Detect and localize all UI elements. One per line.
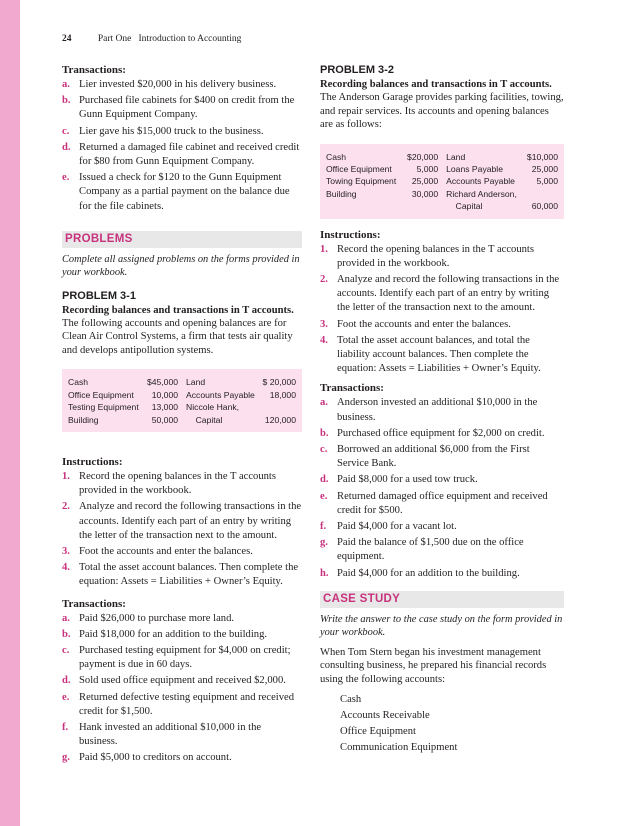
list-item: h. Paid $4,000 for an addition to the building. — [320, 567, 520, 579]
list-item: g. Paid $5,000 to creditors on account. — [62, 752, 232, 764]
list-item: c. Lier gave his $15,000 truck to the business. — [62, 125, 264, 137]
table-row: Cash $20,000 Land $10,000 — [326, 151, 558, 162]
table-row: Towing Equipment 25,000 Accounts Payable 5,000 — [326, 176, 558, 187]
instructions-list — [62, 470, 302, 590]
account-balances-box — [320, 144, 564, 219]
list-item: d. Returned a damaged file cabinet and received credit for $80 from Gunn Equipment Company. — [62, 141, 300, 168]
problem-3-1-description: The following accounts and opening balances are for Clean Air Control Systems, a firm that tests air quality and develops antipollution systems. — [62, 317, 293, 356]
table-row: Testing Equipment 13,000 Niccole Hank, — [68, 402, 240, 413]
chapter-title: Introduction to Accounting — [138, 34, 242, 44]
problem-3-2-title: PROBLEM 3-2 — [320, 64, 394, 76]
list-item: b. Paid $18,000 for an addition to the building. — [62, 628, 268, 640]
table-row: Office Equipment 10,000 Accounts Payable 18,000 — [68, 389, 296, 400]
list-item: d. Paid $8,000 for a used tow truck. — [320, 474, 478, 486]
table-row: Office Equipment 5,000 Loans Payable 25,000 — [326, 163, 558, 174]
problem-3-2-subtitle: Recording balances and transactions in T accounts. — [320, 79, 552, 90]
list-item: 1. Record the opening balances in the T accounts provided in the workbook. — [320, 243, 535, 269]
list-item: Cash — [340, 694, 362, 706]
problem-3-1-title: PROBLEM 3-1 — [62, 289, 136, 302]
list-item: 2. Analyze and record the following transactions in the accounts. Identify each part of an entry by writing the letter of the transaction next to the amount. — [62, 501, 302, 541]
problem-3-1-transactions-list — [62, 612, 302, 766]
running-header — [62, 34, 241, 44]
list-item: Accounts Receivable — [340, 710, 430, 722]
list-item: Communication Equipment — [340, 742, 458, 754]
page-edge-bar — [0, 0, 20, 826]
list-item: e. Returned damaged office equipment and received credit for $500. — [320, 490, 548, 516]
transactions-heading: Transactions: — [320, 382, 384, 395]
list-item: a. Anderson invested an additional $10,000 in the business. — [320, 397, 538, 423]
list-item: d. Sold used office equipment and received $2,000. — [62, 675, 286, 687]
list-item: 3. Foot the accounts and enter the balances. — [320, 318, 511, 330]
account-balances-box — [62, 369, 302, 432]
exercise-transactions-list — [62, 78, 302, 214]
list-item: 1. Record the opening balances in the T accounts provided in the workbook. — [62, 470, 277, 497]
list-item: 2. Analyze and record the following transactions in the accounts. Identify each part of an entry by writing the letter of the transaction next to the amount. — [320, 273, 560, 314]
table-row: Building 50,000 Capital 120,000 — [68, 414, 296, 425]
list-item: a. Lier invested $20,000 in his delivery business. — [62, 79, 277, 90]
case-accounts-list — [340, 692, 564, 756]
list-item: b. Purchased file cabinets for $400 on credit from the Gunn Equipment Company. — [62, 95, 295, 121]
list-item: g. Paid the balance of $1,500 due on the office equipment. — [320, 537, 524, 563]
list-item: b. Purchased office equipment for $2,000 on credit. — [320, 427, 545, 439]
table-row: Cash $45,000 Land $ 20,000 — [68, 377, 296, 388]
list-item: 4. Total the asset account balances, and total the liability account balances. Then complete the equation: Assets = Liabilities + Owner’s Equity. — [320, 334, 541, 375]
left-column — [62, 64, 302, 768]
list-item: e. Issued a check for $120 to the Gunn Equipment Company as a partial payment on the balance due for the file cabinets. — [62, 172, 290, 212]
list-item: 3. Foot the accounts and enter the balances. — [62, 545, 253, 557]
table-row: Capital 60,000 — [446, 201, 558, 212]
part-label: Part One — [97, 34, 132, 44]
list-item: a. Paid $26,000 to purchase more land. — [62, 612, 235, 624]
problem-3-2-description: The Anderson Garage provides parking facilities, towing, and repair services. Its accounts and opening balances are as follows: — [320, 92, 564, 130]
problems-note: Complete all assigned problems on the forms provided in your workbook. — [62, 253, 300, 279]
page-number: 24 — [62, 34, 72, 44]
table-row: Building 30,000 Richard Anderson, — [326, 188, 517, 199]
list-item: 4. Total the asset account balances. Then complete the equation: Assets = Liabilities + Owner’s Equity. — [62, 562, 299, 588]
instructions-list — [320, 243, 564, 377]
list-item: f. Hank invested an additional $10,000 in the business. — [62, 722, 262, 748]
transactions-heading: Transactions: — [62, 64, 126, 76]
case-study-text: When Tom Stern began his investment management consulting business, he prepared his financial records using the following accounts: — [320, 646, 547, 685]
transactions-heading: Transactions: — [62, 597, 126, 610]
case-study-note: Write the answer to the case study on the form provided in your workbook. — [320, 613, 563, 639]
instructions-heading: Instructions: — [320, 228, 381, 241]
problems-section-heading: PROBLEMS — [62, 231, 302, 248]
problem-3-1-subtitle: Recording balances and transactions in T accounts. — [62, 304, 294, 316]
list-item: e. Returned defective testing equipment and received credit for $1,500. — [62, 691, 295, 717]
list-item: f. Paid $4,000 for a vacant lot. — [320, 520, 457, 532]
list-item: c. Borrowed an additional $6,000 from the First Service Bank. — [320, 443, 530, 470]
right-column — [320, 64, 564, 756]
case-study-section-heading: CASE STUDY — [320, 591, 564, 608]
problem-3-2-transactions-list — [320, 396, 564, 580]
instructions-heading: Instructions: — [62, 455, 123, 468]
list-item: Office Equipment — [340, 726, 416, 738]
list-item: c. Purchased testing equipment for $4,000 on credit; payment is due in 60 days. — [62, 644, 291, 671]
